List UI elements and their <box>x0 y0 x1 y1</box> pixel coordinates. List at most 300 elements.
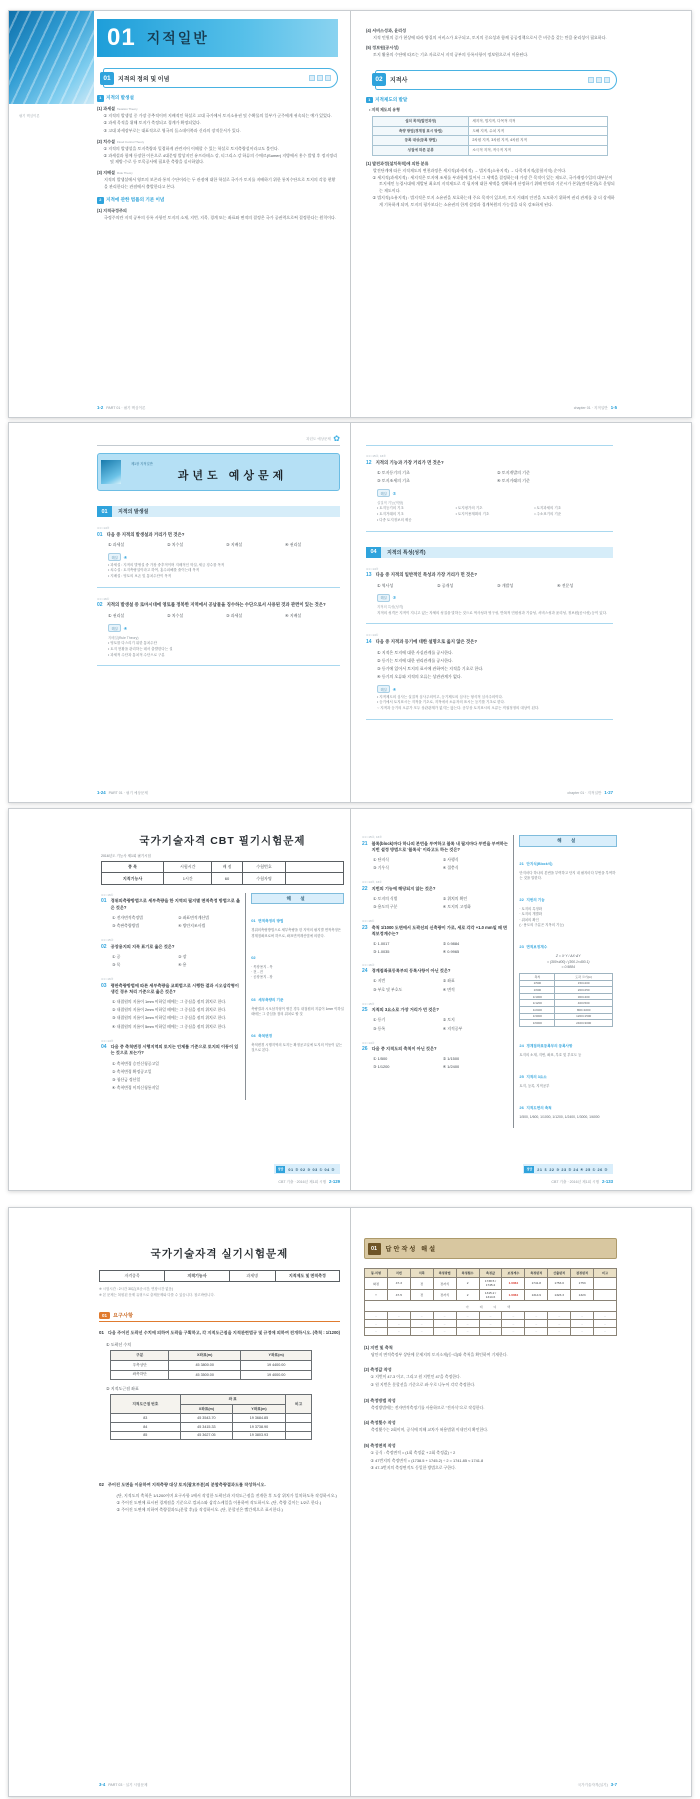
table-cell: 지적기능사 <box>165 1271 229 1282</box>
question-block <box>101 938 240 968</box>
question-meta: □□□ 16① <box>101 892 114 897</box>
table-cell: 비고 <box>594 1269 617 1278</box>
table-cell: 1/1200 <box>520 1000 555 1007</box>
formula-line: = 0.9884 <box>561 965 575 970</box>
explanation-heading <box>519 935 617 953</box>
question-text: 블록(block)마다 하나의 본번을 부여하고 블록 내 필지마다 부번을 부여하는 지번 설정 방법으로 '블록식' 이라고도 하는 것은? <box>371 840 508 852</box>
table-cell: 45 3543.70 <box>180 1414 233 1423</box>
table-cell: – <box>594 1320 617 1328</box>
page-number: 1-24 <box>97 790 106 795</box>
item-title: (1) 지번 및 축척 <box>364 1344 393 1350</box>
question-meta: □□□ 14③ <box>101 1038 114 1043</box>
sub-label-2: ② 지적도근점 좌표 <box>106 1386 139 1392</box>
explanation-number: 03 <box>251 996 256 1002</box>
paragraph <box>97 95 338 102</box>
item-title: (3) 측정방법 작성 <box>364 1397 396 1403</box>
question-line <box>362 1046 508 1052</box>
table-cell: – <box>571 1327 594 1335</box>
explanation-title: 지적의 3요소 <box>526 1075 547 1080</box>
formula-line: Z = X·Y / ΔX·ΔY <box>555 954 581 959</box>
option-item: ① 토지의 식별 <box>373 896 398 902</box>
table-cell: 150×200 <box>555 980 613 987</box>
option-item: ④ 축척변경 이의신청통지일 <box>112 1085 159 1091</box>
question-number: 23 <box>362 924 368 931</box>
table-cell: 2 <box>456 1289 479 1301</box>
explanation-list <box>519 852 617 1121</box>
paragraph: ① 세지적(과세지적) : 세지적은 토지에 조세를 부과함에 있어서 그 세액을 결정하는데 가장 큰 목적이 있는 제도로, 국가재정수입의 대부분이 토지세인 농경시대에 개발된 최초의 지적제도로 각 필지에 대한 세액을 정확하게 산정하기 위해 면적과 기준시가 본위(면적본위)로 운영되는 제도이다. <box>372 175 615 193</box>
option-item: ④ 지적공부 <box>442 1025 463 1031</box>
question-number: 21 <box>362 840 368 847</box>
question-text: 지적의 3요소로 가장 거리가 먼 것은? <box>371 1007 439 1013</box>
table-cell <box>594 1289 617 1301</box>
table-cell: – <box>410 1312 433 1320</box>
table-row <box>520 974 613 981</box>
paragraph: ① 지번이 47-3 이고, 그리고 원 지번인 47을 측정한다. <box>370 1374 461 1380</box>
options-grid <box>108 613 340 619</box>
explanation-line: ∵ 지적과 등기의 오류가 모두 상관관계가 없지는 않는다. 공부상 토지표시의 오류는 직권정정의 대상이 된다. <box>377 706 540 711</box>
paragraph <box>97 170 338 176</box>
topic-bar-01 <box>97 506 340 517</box>
paragraph: 국정주의란 지적 공부의 등록 사항인 토지의 소재, 지번, 지목, 경계 또는 좌표와 면적의 결정은 국가 공권력으로써 결정한다는 원칙이다. <box>104 215 336 221</box>
paragraph: ③ 고대 과세장부로는 대표적으로 영국의 둠스데이북과 신라의 장적문서가 있다. <box>103 127 241 133</box>
exam-title: 국가기술자격 CBT 필기시험문제 <box>139 835 306 847</box>
option-item: ① 권리설 <box>108 613 125 619</box>
explanation-line: · 전 - 전 <box>251 970 263 975</box>
explanation-block <box>251 1024 344 1054</box>
table-cell: 19 3684.85 <box>233 1414 286 1423</box>
paragraph <box>364 1420 617 1426</box>
table-row <box>111 1361 312 1371</box>
chapter-photo <box>9 11 94 104</box>
option-item: ② 축척변경 확정공고일 <box>112 1068 152 1074</box>
table-cell: 시험시간 <box>164 862 212 873</box>
table-row <box>520 1013 613 1020</box>
question-number: 01 <box>101 898 107 905</box>
table-row <box>102 873 344 884</box>
option-item: ④ 방안지조사법 <box>178 923 206 929</box>
page-footer <box>578 1782 617 1788</box>
banner-chapter-label: 제1장 지적일반 <box>131 461 153 466</box>
table-cell: 산출면적 <box>548 1269 571 1278</box>
paragraph: 측정횟수는 2회이며, 공식에 의해 교차가 허용범위 이내인지 확인한다. <box>371 1427 489 1433</box>
answer-values: 01 ② 02 ③ 03 ① 04 ② <box>288 1167 335 1172</box>
option-item: ③ 등기에 있어서 토지의 표시에 관하여는 지적을 기초로 한다. <box>377 665 484 671</box>
option-item: ② 위치의 확인 <box>442 896 468 902</box>
section-pill-title: 지적사 <box>390 78 408 85</box>
table-cell: 45 3415.33 <box>180 1423 233 1432</box>
explanation-block <box>519 1096 617 1120</box>
explanation-number: 25 <box>519 1074 524 1080</box>
table-cell: 84 <box>111 1423 181 1432</box>
question-meta: □□□ 14③ <box>366 566 379 571</box>
question-line <box>362 886 508 892</box>
question-divider <box>366 623 613 624</box>
section-pill-number: 01 <box>100 72 114 85</box>
option-item: ③ 내접원의 지름이 3mm 이하일 때에는 그 중심을 점의 위치로 한다. <box>112 1015 227 1021</box>
option-item: ① 1.0017 <box>373 941 390 947</box>
table-cell: 축척 <box>520 974 555 981</box>
cadastre-type-table <box>372 116 608 155</box>
table-cell: – <box>571 1312 594 1320</box>
paragraph <box>97 197 338 204</box>
explanation-block <box>251 988 344 1018</box>
requirement-text: 다음 주어진 도곽선 수치에 의하여 도곽을 구획하고, 각 지적도근점을 지적관련법규 및 규정에 의하여 전개하시오. (축척 : 1/1200) <box>107 1329 340 1335</box>
practical-right-content <box>364 1238 617 1472</box>
item-note: Rule Theory <box>117 171 133 176</box>
question-text: 공장용지의 지목 표기로 옳은 것은? <box>110 943 175 949</box>
footer-text: PART 01 · 필기 핵심이론 <box>106 406 146 410</box>
explanation-line: 토지의 소재, 지번, 좌표, 부호 및 부호도 등 <box>519 1052 582 1057</box>
table-cell: – <box>387 1327 410 1335</box>
question-meta: □□□ 16① <box>97 596 110 601</box>
explanation-line: • 토지이용계획의 기초 <box>455 512 490 517</box>
question-line <box>101 944 240 950</box>
option-item: ② 사행식 <box>442 857 459 863</box>
option-item: ③ 개발성 <box>497 582 514 588</box>
footer-text: chapter 01 · 지적일반 <box>567 791 602 795</box>
table-cell: 지적도근점 번호 <box>111 1395 181 1414</box>
table-row <box>520 1006 613 1013</box>
table-cell: 동·리명 <box>365 1269 388 1278</box>
table-cell: 〃 <box>365 1289 388 1301</box>
question-text: 지적의 발생설 중 로마시대에 영토를 정복한 지역에서 공납물을 징수하는 수단으로서 사용된 것과 관련이 있는 것은? <box>106 602 326 608</box>
answer-guide-number: 01 <box>368 1243 381 1255</box>
page-footer <box>97 405 145 411</box>
requirement-number: 02 <box>99 1482 104 1488</box>
page-number: 2-129 <box>329 1179 340 1184</box>
table-cell: 측량 방법(경계점 표시 방법) <box>373 126 469 136</box>
table-cell: 측정방법 <box>433 1269 456 1278</box>
question-text: 다음 중 지적과 등기에 대한 설명으로 옳지 않은 것은? <box>375 638 478 644</box>
table-cell: 1/500 <box>520 980 555 987</box>
paragraph: ① 지적의 발생설 중 가장 중추적이며 지배적인 학설로 고대 국가에서 토지소유권 및 수확물의 일부가 군주에게 귀속되는 예가 있었다. <box>103 113 332 118</box>
question-meta: □□□ 15③ <box>362 1001 375 1006</box>
explanation-line: • 토지거래의 기초 <box>377 512 404 517</box>
explanation-block <box>519 888 617 928</box>
explanation-heading <box>251 988 344 1006</box>
practical-left-content <box>99 1246 340 1514</box>
question-line <box>97 532 340 539</box>
explanation-title: 실질적 기능(역할) <box>377 500 404 505</box>
theory-paragraphs <box>366 97 617 114</box>
table-row <box>520 1020 613 1027</box>
table-cell: 지번 <box>387 1269 410 1278</box>
table-row <box>520 980 613 987</box>
paragraph <box>97 208 338 214</box>
table-cell: 1200×1500 <box>555 1013 613 1020</box>
question-list <box>366 567 613 720</box>
question-text: 다음 중 지적의 발생설과 거리가 먼 것은? <box>106 531 185 537</box>
exam-notes <box>99 1287 340 1299</box>
explanation-header <box>377 594 613 602</box>
table-cell: – <box>525 1327 548 1335</box>
requirement-2-details <box>110 1493 340 1514</box>
problems-left-content <box>97 435 340 675</box>
table-row <box>373 117 608 127</box>
explanation-heading <box>251 946 344 964</box>
question-text: 축척 1/1000 도면에서 도곽선의 신축량이 가로, 세로 각각 +1.0 mm일 때 면적보정계수는? <box>371 924 508 937</box>
question-text: 다음 중 지적의 일반적인 특성과 가장 거리가 먼 것은? <box>375 572 478 578</box>
practical-right-page <box>350 1208 691 1796</box>
section-pill-01 <box>103 68 338 88</box>
table-cell: 화정 <box>365 1277 388 1289</box>
item-note: Flood Control Theory <box>117 139 145 144</box>
theory-right-content <box>366 23 617 208</box>
explanation-number: 22 <box>519 897 524 903</box>
option-item: ① 1/500 <box>373 1056 388 1062</box>
table-row <box>365 1301 617 1312</box>
requirement-1 <box>99 1330 340 1337</box>
option-item: ④ 등기의 오류와 지적의 오류는 상관관계가 없다. <box>377 674 462 680</box>
page-number: 1-2 <box>97 405 104 410</box>
question-meta: □□□ 14③ <box>97 526 110 530</box>
item-title: (3) 지배설 <box>97 170 116 176</box>
option-item: ④ 면적 <box>442 986 455 992</box>
explanation-lines <box>108 563 340 580</box>
topic-bar-title: 지적의 발생설 <box>112 506 340 517</box>
explanation-line: · 토지의 특정화 <box>519 907 543 912</box>
progress-checkboxes <box>309 75 332 82</box>
explanation-column-header: 해 설 <box>519 835 617 847</box>
table-cell: 2400×3000 <box>555 1020 613 1027</box>
table-cell: Y좌표(m) <box>240 1351 312 1361</box>
option-item: ④ 전문성 <box>557 582 574 588</box>
progress-checkboxes <box>588 77 611 84</box>
options-grid <box>373 1056 508 1068</box>
explanation-number: 24 <box>519 1042 524 1048</box>
question-block <box>97 526 340 580</box>
explanation-line: · 토지의 개별화 <box>519 912 543 917</box>
explanation-header <box>377 489 613 497</box>
explanation-line: • 치수설 : 토지측량설이라고 하여, 홍수피해를 줄이는데 목적 <box>108 568 200 573</box>
section-title: 지적의 발생설 <box>106 95 134 101</box>
explanation-header <box>108 553 340 561</box>
paragraph <box>366 161 617 167</box>
topic-bar-title: 지적의 특성(성격) <box>381 547 613 558</box>
table-row <box>373 136 608 146</box>
page-number: 2-133 <box>602 1179 613 1184</box>
cbt-left-content <box>101 833 344 1100</box>
table-cell: – <box>479 1320 502 1328</box>
question-meta: □□□ 15②, 16③ <box>366 454 386 458</box>
option-item: ② 0.9884 <box>442 941 460 947</box>
table-cell: 아 래 여 백 <box>365 1301 617 1312</box>
divider <box>366 445 613 446</box>
table-cell: 19 4400.00 <box>240 1361 312 1371</box>
table-cell: – <box>387 1312 410 1320</box>
requirements-number: 01 <box>99 1312 110 1319</box>
option-item: ④ 내접원의 지름이 5mm 이하일 때에는 그 중심을 점의 위치로 한다. <box>112 1023 227 1029</box>
table-cell: 45 3500.00 <box>169 1370 241 1380</box>
item-title: (2) 측정값 작성 <box>364 1367 392 1373</box>
explanation-title: 지번의 기능 <box>526 898 545 903</box>
options-grid <box>377 470 613 484</box>
item-title: (1) 과세설 <box>97 106 116 111</box>
table-cell: – <box>433 1320 456 1328</box>
question-number: 01 <box>97 531 103 538</box>
question-line <box>101 898 240 911</box>
table-row <box>111 1370 312 1380</box>
answer-strip <box>274 1164 340 1174</box>
theory-paragraphs <box>366 28 617 59</box>
chapter-banner <box>97 19 338 57</box>
option-item: ① 지적은 토지에 대한 사실관계를 공시한다. <box>377 649 453 655</box>
question-text: 평판측량방법에 따른 세부측량을 교회법으로 시행한 결과 시오삼각형이 생긴 경우 처리 기준으로 옳은 것은? <box>110 982 239 994</box>
table-cell: 1741.8 <box>525 1277 548 1289</box>
table-cell <box>285 1431 312 1440</box>
page-footer <box>567 790 613 796</box>
explanation-box <box>108 553 340 580</box>
running-header-text: 과년도 예상문제 <box>306 436 331 441</box>
book-gutter <box>350 809 351 1190</box>
explanation-column <box>513 835 617 1128</box>
paragraph: 답안지 면적측정부 상단에 문제지의 토지소재(동·리)와 축척을 확인하여 기재한다. <box>371 1351 508 1357</box>
explanation-block <box>251 909 344 939</box>
table-cell: 60 <box>212 873 242 884</box>
table-cell: 19 3738.90 <box>233 1423 286 1432</box>
table-cell: 도해 지적, 수치 지적 <box>469 126 608 136</box>
option-item: ② 장 <box>178 953 187 959</box>
page-footer <box>574 405 617 411</box>
footer-text: CBT 기출 · 2016년 제1회 시행 <box>278 1180 326 1184</box>
paragraph: ② 법지적(소유지적) : 법지적은 토지 소유권을 보호하는데 주요 목적이 있으며, 토지 거래의 안전을 도모하기 위하여 권리 관계를 좀 더 상세하게 기록하게 되며, 토지의 평가보다는 소유권의 한계 설정과 경계복원의 가능성을 더욱 강조하게 된다. <box>372 195 615 207</box>
book-spread-cbt-exam <box>8 808 692 1191</box>
table-cell: 1738.5 / 1745.2 <box>479 1277 502 1289</box>
table-cell: 300×400 <box>555 993 613 1000</box>
option-item: ① 지번 <box>373 978 386 984</box>
option-item: ② 토지개발의 기준 <box>497 470 530 476</box>
question-block <box>362 919 508 953</box>
page-number: 1-27 <box>604 790 613 795</box>
section-pill-number: 02 <box>372 73 386 86</box>
option-item: ③ 청산금 정산일 <box>112 1077 141 1083</box>
table-cell: – <box>479 1312 502 1320</box>
question-line <box>101 983 240 996</box>
table-cell: 지목 <box>410 1269 433 1278</box>
explanation-line: 지적의 성격은 지적이 지니고 있는 자체의 성질을 말하는 것으로 역사성과 영구성, 반복적 민원성과 기술성, 서비스성과 윤리성, 정보원(공시성) 등이 있다. <box>377 610 607 615</box>
table-cell: 1/2400 <box>520 1006 555 1013</box>
table-cell: 지적기능사 <box>102 873 164 884</box>
table-cell: 1시간 <box>164 873 212 884</box>
table-cell: – <box>502 1320 525 1328</box>
table-cell: 2차원 지적, 3차원 지적, 4차원 지적 <box>469 136 608 146</box>
paragraph: ② 과세설과 함께 등장한 이론으로 4대문명 발상지인 유프라테스 강, 티그리스 강 하류의 수메르(Sumer) 지방에서 홍수 발생 후 정지정리 및 제방·수로 등 토목공사에 필요한 측량을 실시하였다. <box>103 153 337 165</box>
option-item: ② 토지 <box>442 1017 455 1023</box>
explanation-heading <box>519 852 617 870</box>
table-cell: – <box>479 1327 502 1335</box>
question-meta: □□□ 15② <box>101 938 114 943</box>
question-block <box>362 835 508 871</box>
explanation-chip: 해설 <box>377 594 390 602</box>
options-grid <box>108 542 340 548</box>
question-block <box>97 597 340 658</box>
explanation-heading <box>519 1034 617 1052</box>
table-cell <box>285 1414 312 1423</box>
table-cell: 1/600 <box>520 987 555 994</box>
options-grid <box>373 978 508 992</box>
question-divider <box>366 531 613 532</box>
explanation-chip: 해설 <box>108 553 121 561</box>
banner-text <box>129 461 336 484</box>
option-item: ② 1/1500 <box>442 1056 460 1062</box>
table-cell: 과제명 <box>229 1271 275 1282</box>
theory-paragraphs <box>97 95 338 222</box>
explanation-heading <box>519 1096 617 1114</box>
table-cell: 1753.0 <box>548 1277 571 1289</box>
requirement-text: 주어진 도면을 이용하여 지적측량 대상 토지(괄호부분)의 분할측량결과도를 작성하시오. <box>107 1482 266 1488</box>
table-cell: – <box>365 1312 388 1320</box>
question-meta: □□□ 16③ <box>101 977 114 982</box>
explanation-line: · 위치의 확인 <box>519 917 539 922</box>
item-title: (1) 지적국정주의 <box>97 208 127 214</box>
problems-left-page <box>9 423 350 802</box>
table-row <box>365 1320 617 1328</box>
topic-bar-number: 01 <box>97 506 112 517</box>
option-item: ④ 권리설 <box>285 542 302 548</box>
table-cell: 전 <box>410 1277 433 1289</box>
question-text: 지번의 기능에 해당되지 않는 것은? <box>371 885 436 891</box>
topic-bar-04 <box>366 547 613 558</box>
paragraph <box>364 1367 617 1373</box>
table-cell: – <box>548 1320 571 1328</box>
explanation-line: • 영토를 다스리기 위한 통치수단 <box>108 641 158 646</box>
option-item: ③ 1/1200 <box>373 1063 390 1069</box>
question-meta: □□□ 15②, 16③ <box>362 835 382 839</box>
question-text: 경위의측량방법으로 세부측량을 한 지역의 필지별 면적측정 방법으로 옳은 것은? <box>110 898 241 910</box>
explanation-title: 지적의 특성(성격) <box>377 605 404 610</box>
table-cell: X좌표(m) <box>180 1404 233 1414</box>
book-gutter <box>350 1208 351 1796</box>
option-item: ④ 토지거래의 기준 <box>497 478 530 484</box>
table-cell: – <box>410 1327 433 1335</box>
table-cell: 1.0064 <box>502 1289 525 1301</box>
table-cell: 47-3 <box>387 1277 410 1289</box>
options-grid <box>112 954 240 968</box>
table-cell: – <box>525 1320 548 1328</box>
table-cell: 85 <box>111 1431 181 1440</box>
list-item: ※ 본 문제는 복원된 문제 유형으로 출제문제와 다를 수 있습니다. 참고바랍니다. <box>99 1293 215 1298</box>
table-cell: 세지적, 법지적, 다목적 지적 <box>469 117 608 127</box>
option-item: ② 공개성 <box>437 582 454 588</box>
requirement-2 <box>99 1482 340 1489</box>
table-row <box>111 1423 312 1432</box>
theory-right-page <box>350 11 691 417</box>
list-item: ※ 시험시간 : 2시간 30분(표준시간, 연장시간 없음) <box>99 1287 173 1292</box>
answer-label: 정답 <box>526 1167 533 1171</box>
explanation-heading <box>251 909 344 927</box>
question-meta: □□□ 16① <box>362 919 375 924</box>
problems-right-page <box>350 423 691 802</box>
option-item: ① 단지식 <box>373 857 389 863</box>
chapter-number: 01 <box>107 24 136 51</box>
options-grid <box>377 583 613 589</box>
option-item: ③ 부호 및 부호도 <box>373 986 403 992</box>
table-row <box>365 1327 617 1335</box>
table-cell: – <box>433 1327 456 1335</box>
problems-right-content <box>366 435 613 729</box>
item-title: (1) 발전과정(설치목적)에 의한 분류 <box>366 160 429 166</box>
options-grid <box>373 1017 508 1031</box>
table-cell: 종 목 <box>102 862 164 873</box>
table-cell: 400×500 <box>555 1000 613 1007</box>
explanation-title: 면적보정계수 <box>526 945 548 950</box>
question-column <box>101 893 240 1101</box>
table-cell: 1323 <box>571 1289 594 1301</box>
explanation-line: (∵ 용도의 구분은 지목의 기능) <box>519 922 564 927</box>
cbt-right-content <box>362 833 617 1128</box>
table-cell: 1315.2 / 1314.6 <box>479 1289 502 1301</box>
item-title: (4) 측정횟수 작성 <box>364 1420 396 1426</box>
